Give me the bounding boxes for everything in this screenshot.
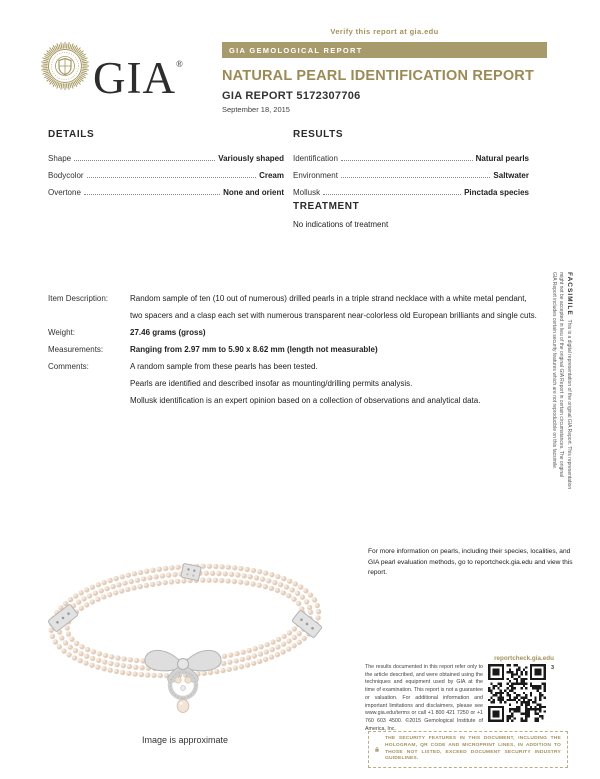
comment-line: Mollusk identification is an expert opinion based on a collection of observations and analytical data. (130, 396, 481, 405)
result-label: Mollusk (293, 188, 321, 197)
result-row-environment (293, 164, 529, 181)
qr-code-wrap (488, 664, 554, 722)
security-text: THE SECURITY FEATURES IN THIS DOCUMENT, INCLUDING THE HOLOGRAM, QR CODE AND MICROPRINT LINES, IN ADDITION TO THOSE NOT LISTED, EXCEED DOCUMENT SECURITY INDUSTRY GUIDELINES. (385, 736, 561, 762)
measurements-label: Measurements: (48, 345, 104, 354)
results-section (293, 129, 529, 198)
detail-value: Cream (259, 171, 284, 180)
dotted-leader (74, 160, 215, 161)
dotted-leader (341, 177, 491, 178)
result-value: Pinctada species (464, 188, 529, 197)
facsimile-line (565, 272, 574, 490)
disclaimer-block (365, 664, 554, 733)
details-heading: DETAILS (48, 129, 95, 140)
result-label: Identification (293, 154, 338, 163)
detail-row-bodycolor (48, 164, 284, 181)
facsimile-line: might not be accepted in lieu of the original GIA Report in certain circumstances. The original (558, 272, 565, 478)
bow-pendant (145, 650, 221, 712)
details-section (48, 129, 284, 198)
comments-label: Comments: (48, 362, 89, 371)
weight-row (48, 324, 540, 341)
item-description-row (48, 290, 540, 324)
comment-line: Pearls are identified and described insofar as mounting/drilling permits analysis. (130, 379, 413, 388)
clasp (181, 563, 202, 580)
weight-value: 27.46 grams (gross) (130, 328, 206, 337)
dotted-leader (87, 177, 257, 178)
disclaimer-text: The results documented in this report refer only to the article described, and were obtained using the techniques and equipment used by GIA at the time of examination. This report is not a guarantee or valuation. For additional information and important limitations and disclaimers, please see www.gia.edu/terms or call +1 800 421 7250 or +1 760 603 4500. ©2015 Gemological Institute of America, Inc. (365, 664, 483, 732)
page-title: NATURAL PEARL IDENTIFICATION REPORT (222, 68, 535, 84)
facsimile-sidebar (550, 272, 574, 490)
result-value: Saltwater (493, 171, 529, 180)
treatment-heading: TREATMENT (293, 201, 360, 212)
item-description-label: Item Description: (48, 294, 109, 303)
security-notice-box (368, 731, 568, 768)
facsimile-text: This is a digital representation of the original GIA Report. This representation (566, 319, 572, 490)
detail-value: Variously shaped (218, 154, 284, 163)
report-date: September 18, 2015 (222, 105, 290, 114)
verify-note: Verify this report at gia.edu (330, 27, 439, 36)
weight-label: Weight: (48, 328, 75, 337)
dotted-leader (341, 160, 473, 161)
results-heading: RESULTS (293, 129, 344, 140)
image-caption: Image is approximate (141, 735, 229, 745)
treatment-text: No indications of treatment (293, 220, 389, 229)
qr-code (488, 664, 546, 722)
lock-icon (375, 742, 379, 757)
dotted-leader (323, 194, 461, 195)
report-type-banner: GIA GEMOLOGICAL REPORT (222, 42, 547, 58)
qr-note: 3 (550, 665, 554, 671)
facsimile-title: FACSIMILE (566, 272, 573, 316)
detail-label: Shape (48, 154, 72, 163)
gia-wordmark (93, 42, 183, 103)
report-number: GIA REPORT 5172307706 (222, 90, 361, 102)
treatment-section (293, 201, 529, 229)
comments-row (48, 358, 540, 409)
measurements-value: Ranging from 2.97 mm to 5.90 x 8.62 mm (length not measurable) (130, 345, 378, 354)
dotted-leader (84, 194, 220, 195)
gia-seal-logo (41, 42, 89, 90)
report-header (222, 27, 547, 114)
detail-label: Bodycolor (48, 171, 84, 180)
result-row-identification (293, 147, 529, 164)
result-value: Natural pearls (475, 154, 529, 163)
item-description-text: Random sample of ten (10 out of numerous) drilled pearls in a triple strand necklace with a white metal pendant, two spacers and a clasp each set with numerous transparent near-colorless old European brilliants and single cuts. (130, 294, 537, 320)
result-label: Environment (293, 171, 338, 180)
info-note: For more information on pearls, including their species, localities, and GIA pearl evaluation methods, go to reportcheck.gia.edu and view this report. (368, 548, 573, 576)
reportcheck-link: reportcheck.gia.edu (494, 655, 554, 662)
detail-row-shape (48, 147, 284, 164)
gia-wordmark-text: GIA (93, 53, 176, 103)
facsimile-line: GIA Report includes certain security features which are not reproducible on this facsimile. (551, 272, 557, 470)
registered-mark: ® (175, 59, 183, 69)
comments-text (130, 358, 540, 409)
detail-label: Overtone (48, 188, 81, 197)
detail-value: None and orient (223, 188, 284, 197)
comment-line: A random sample from these pearls has been tested. (130, 362, 318, 371)
result-row-mollusk (293, 181, 529, 198)
item-description-section (48, 290, 540, 409)
pearl-necklace-image (30, 556, 340, 734)
measurements-row (48, 341, 540, 358)
detail-row-overtone (48, 181, 284, 198)
